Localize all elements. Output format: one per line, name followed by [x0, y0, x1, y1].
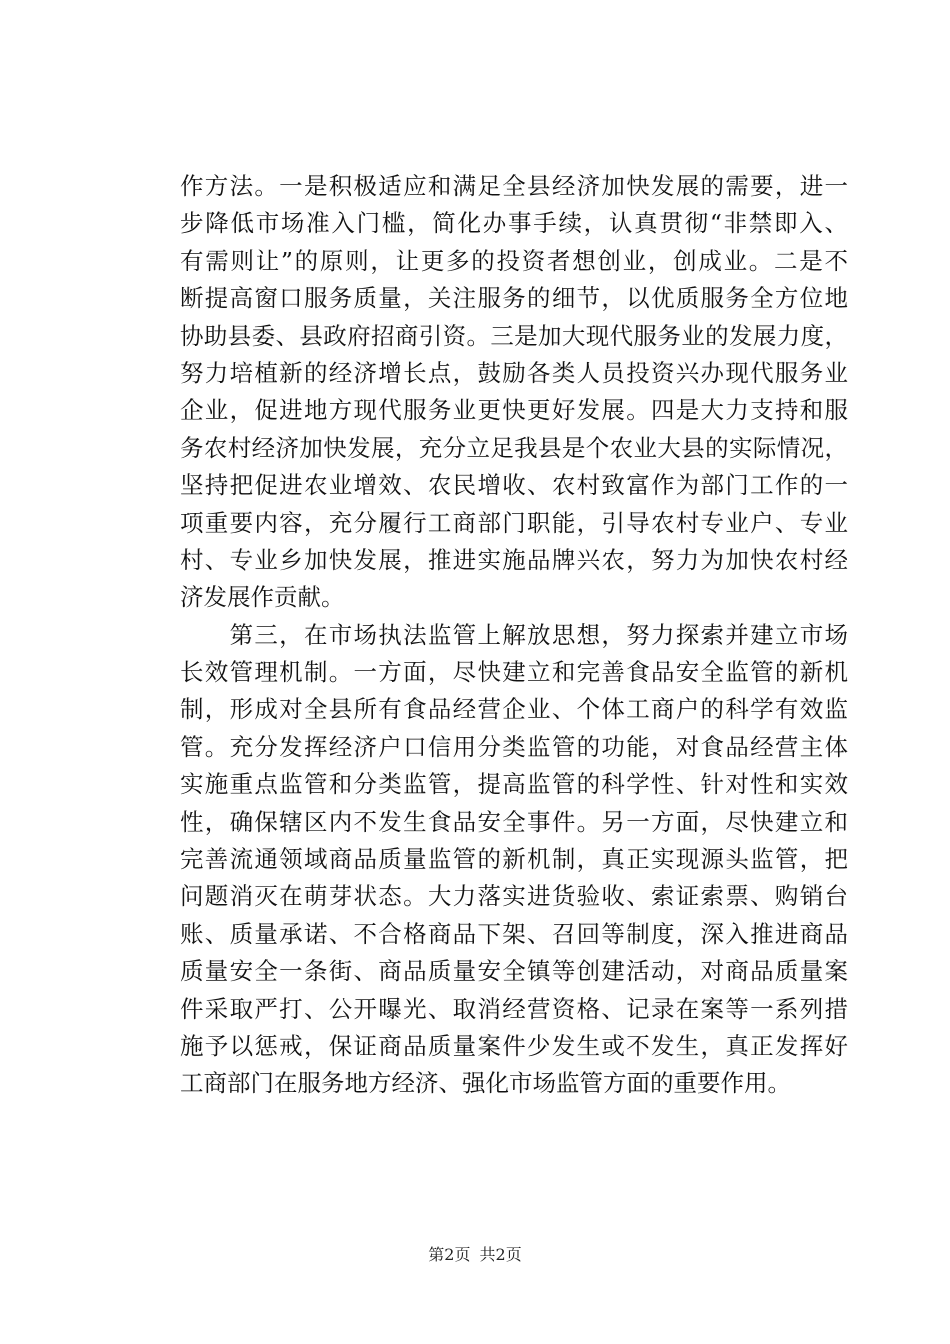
- text-line: 步降低市场准入门槛，简化办事手续，认真贯彻“非禁即入、: [180, 209, 848, 238]
- paragraph-end-line: 济发展作贡献。: [180, 583, 345, 612]
- text-line: 实施重点监管和分类监管，提高监管的科学性、针对性和实效: [180, 770, 848, 799]
- text-line: 有需则让”的原则，让更多的投资者想创业，创成业。二是不: [180, 246, 848, 275]
- paragraph-start-line: 第三，在市场执法监管上解放思想，努力探索并建立市场: [180, 620, 848, 649]
- text-line: 问题消灭在萌芽状态。大力落实进货验收、索证索票、购销台: [180, 882, 848, 911]
- page-total: 共2页: [479, 1245, 522, 1264]
- text-line: 断提高窗口服务质量，关注服务的细节，以优质服务全方位地: [180, 284, 848, 313]
- text-line: 质量安全一条街、商品质量安全镇等创建活动，对商品质量案: [180, 957, 848, 986]
- text-line: 村、专业乡加快发展，推进实施品牌兴农，努力为加快农村经: [180, 545, 848, 574]
- text-line: 坚持把促进农业增效、农民增收、农村致富作为部门工作的一: [180, 471, 848, 500]
- text-line: 作方法。一是积极适应和满足全县经济加快发展的需要，进一: [180, 172, 848, 200]
- text-line: 施予以惩戒，保证商品质量案件少发生或不发生，真正发挥好: [180, 1031, 848, 1060]
- text-line: 协助县委、县政府招商引资。三是加大现代服务业的发展力度，: [180, 321, 848, 350]
- page-footer: [0, 1243, 950, 1267]
- body-text: [180, 168, 848, 1103]
- text-line: 长效管理机制。一方面，尽快建立和完善食品安全监管的新机: [180, 658, 848, 687]
- text-line: 件采取严打、公开曝光、取消经营资格、记录在案等一系列措: [180, 994, 848, 1023]
- text-line: 性，确保辖区内不发生食品安全事件。另一方面，尽快建立和: [180, 807, 848, 836]
- page-number: 第2页: [428, 1245, 471, 1264]
- text-line: 务农村经济加快发展，充分立足我县是个农业大县的实际情况，: [180, 433, 848, 462]
- text-line: 完善流通领域商品质量监管的新机制，真正实现源头监管，把: [180, 845, 848, 874]
- text-line: 账、质量承诺、不合格商品下架、召回等制度，深入推进商品: [180, 919, 848, 948]
- paragraph-end-line: 工商部门在服务地方经济、强化市场监管方面的重要作用。: [180, 1069, 791, 1098]
- text-line: 管。充分发挥经济户口信用分类监管的功能，对食品经营主体: [180, 732, 848, 761]
- text-line: 努力培植新的经济增长点，鼓励各类人员投资兴办现代服务业: [180, 358, 848, 387]
- text-line: 项重要内容，充分履行工商部门职能，引导农村专业户、专业: [180, 508, 848, 537]
- text-line: 制，形成对全县所有食品经营企业、个体工商户的科学有效监: [180, 695, 848, 724]
- text-line: 企业，促进地方现代服务业更快更好发展。四是大力支持和服: [180, 396, 848, 425]
